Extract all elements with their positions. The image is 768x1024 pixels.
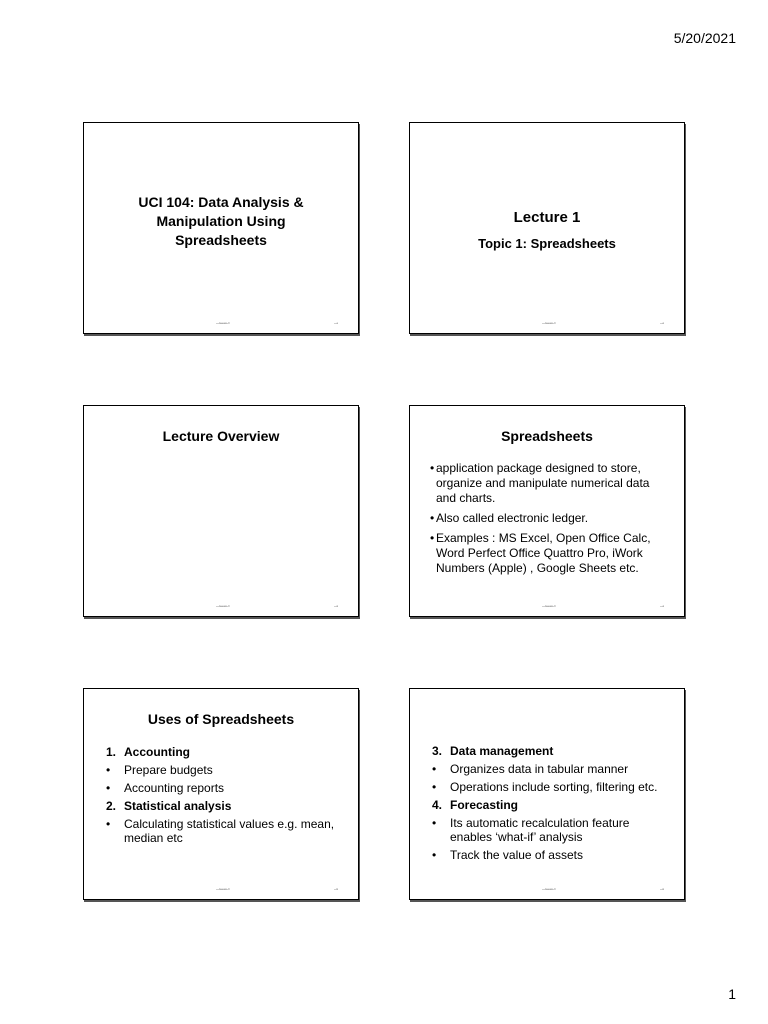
list-item: 2. Statistical analysis (106, 799, 232, 813)
slide-footer-left: Sarah D (219, 321, 231, 325)
slide-title: Uses of Spreadsheets (147, 711, 295, 727)
slide-footer-number: 5 (336, 887, 338, 891)
slide-footer-number: 2 (662, 321, 664, 325)
slide-footer-left: Sarah D (545, 321, 557, 325)
list-item: • Operations include sorting, filtering etc. (432, 780, 658, 794)
slide-footer-number: 6 (662, 887, 664, 891)
uses-list (106, 745, 340, 849)
list-item: • Examples : MS Excel, Open Office Calc, Word Perfect Office Quattro Pro, iWork Numbers (Apple) , Google Sheets etc. (430, 531, 651, 575)
list-item: • Also called electronic ledger. (430, 511, 589, 525)
page-number: 1 (728, 986, 736, 1002)
slide-3 (83, 405, 359, 617)
slide-title: Lecture Overview (162, 428, 280, 444)
slide-footer-left: Sarah D (545, 887, 557, 891)
list-item: • Calculating statistical values e.g. mean, median etc (106, 817, 335, 845)
slide-title: UCI 104: Data Analysis & Manipulation Using Spreadsheets (138, 194, 304, 248)
slide-footer-number: 4 (662, 604, 664, 608)
list-item: • Accounting reports (106, 781, 225, 795)
slide-footer-number: 3 (336, 604, 338, 608)
page-date: 5/20/2021 (673, 30, 736, 46)
slide-title: Lecture 1 (513, 209, 581, 226)
list-item: 4. Forecasting (432, 798, 519, 812)
slide-4 (409, 405, 685, 617)
list-item: 3. Data management (432, 744, 554, 758)
slide-5 (83, 688, 359, 900)
slide-footer-left: Sarah D (219, 887, 231, 891)
slide-subtitle: Topic 1: Spreadsheets (478, 236, 616, 251)
slide-6 (409, 688, 685, 900)
bullet-list (428, 461, 666, 581)
list-item: 1. Accounting (106, 745, 190, 759)
list-item: • Prepare budgets (106, 763, 213, 777)
uses-list-continued (432, 744, 666, 866)
list-item: • Its automatic recalculation feature enables ‘what-if’ analysis (432, 816, 630, 844)
list-item: • Organizes data in tabular manner (432, 762, 629, 776)
slide-1 (83, 122, 359, 334)
slide-2 (409, 122, 685, 334)
slide-footer-number: 1 (336, 321, 338, 325)
slide-title: Spreadsheets (501, 428, 593, 444)
slide-footer-left: Sarah D (219, 604, 231, 608)
slide-footer-left: Sarah D (545, 604, 557, 608)
list-item: • Track the value of assets (432, 848, 583, 862)
list-item: • application package designed to store, organize and manipulate numerical data and charts. (430, 461, 650, 505)
